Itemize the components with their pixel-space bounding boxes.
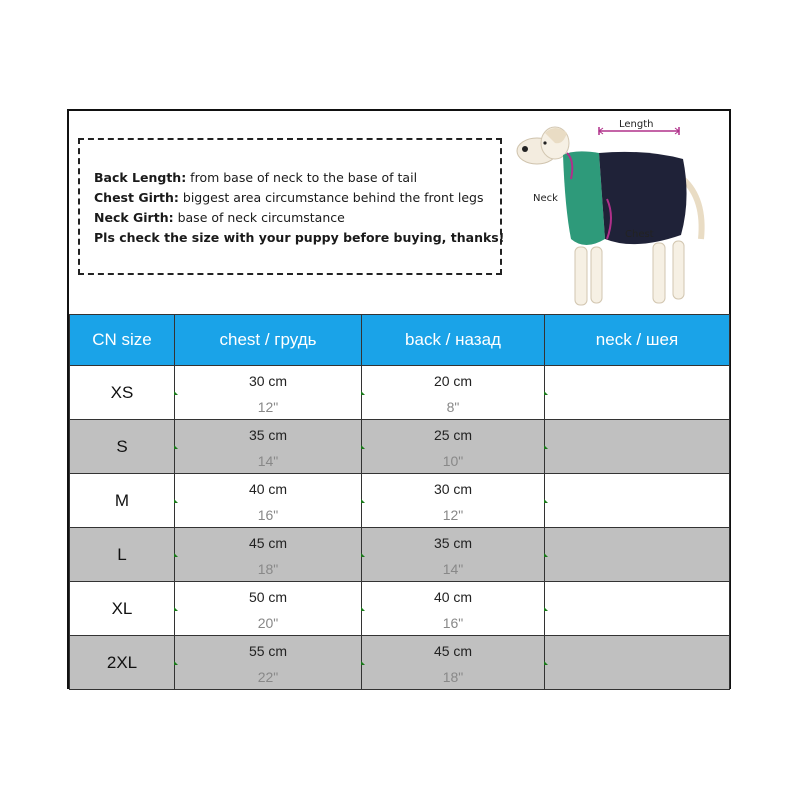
- chest-cell: 55 cm 22": [175, 636, 362, 690]
- check-size-note: Pls check the size with your puppy before buying, thanks!: [94, 230, 505, 245]
- neck-cell: [545, 528, 730, 582]
- table-row: [70, 528, 730, 582]
- length-label: Length: [619, 119, 654, 130]
- back-cell: 45 cm 18": [362, 636, 545, 690]
- measurement-info-panel: [69, 111, 729, 314]
- instructions-text: [94, 168, 504, 248]
- chest-girth-line: Chest Girth: biggest area circumstance behind the front legs: [94, 190, 484, 205]
- back-cell: 40 cm 16": [362, 582, 545, 636]
- measurement-instructions-box: [78, 138, 505, 275]
- header-cn-size: CN size: [70, 315, 175, 366]
- chest-label: Chest: [625, 229, 654, 240]
- chest-cell: 35 cm 14": [175, 420, 362, 474]
- neck-cell: [545, 636, 730, 690]
- neck-girth-line: Neck Girth: base of neck circumstance: [94, 210, 345, 225]
- neck-cell: [545, 582, 730, 636]
- size-cell: XL: [70, 582, 175, 636]
- neck-cell: [545, 366, 730, 420]
- size-cell: 2XL: [70, 636, 175, 690]
- table-row: [70, 474, 730, 528]
- table-header-row: [70, 315, 730, 366]
- table-row: [70, 420, 730, 474]
- neck-label: Neck: [533, 193, 558, 204]
- size-cell: M: [70, 474, 175, 528]
- size-chart: [67, 109, 731, 689]
- header-neck: neck / шея: [545, 315, 730, 366]
- back-cell: 25 cm 10": [362, 420, 545, 474]
- header-chest: chest / грудь: [175, 315, 362, 366]
- size-table: [69, 314, 730, 690]
- table-row: [70, 366, 730, 420]
- chest-cell: 45 cm 18": [175, 528, 362, 582]
- size-cell: L: [70, 528, 175, 582]
- table-row: [70, 636, 730, 690]
- table-row: [70, 582, 730, 636]
- chest-cell: 40 cm 16": [175, 474, 362, 528]
- neck-cell: [545, 474, 730, 528]
- back-length-line: Back Length: from base of neck to the base of tail: [94, 170, 418, 185]
- back-cell: 35 cm 14": [362, 528, 545, 582]
- header-back: back / назад: [362, 315, 545, 366]
- size-cell: S: [70, 420, 175, 474]
- neck-cell: [545, 420, 730, 474]
- chest-cell: 50 cm 20": [175, 582, 362, 636]
- back-cell: 20 cm 8": [362, 366, 545, 420]
- chest-cell: 30 cm 12": [175, 366, 362, 420]
- dog-measurement-diagram: [515, 119, 725, 311]
- back-cell: 30 cm 12": [362, 474, 545, 528]
- size-cell: XS: [70, 366, 175, 420]
- length-indicator: [599, 119, 679, 135]
